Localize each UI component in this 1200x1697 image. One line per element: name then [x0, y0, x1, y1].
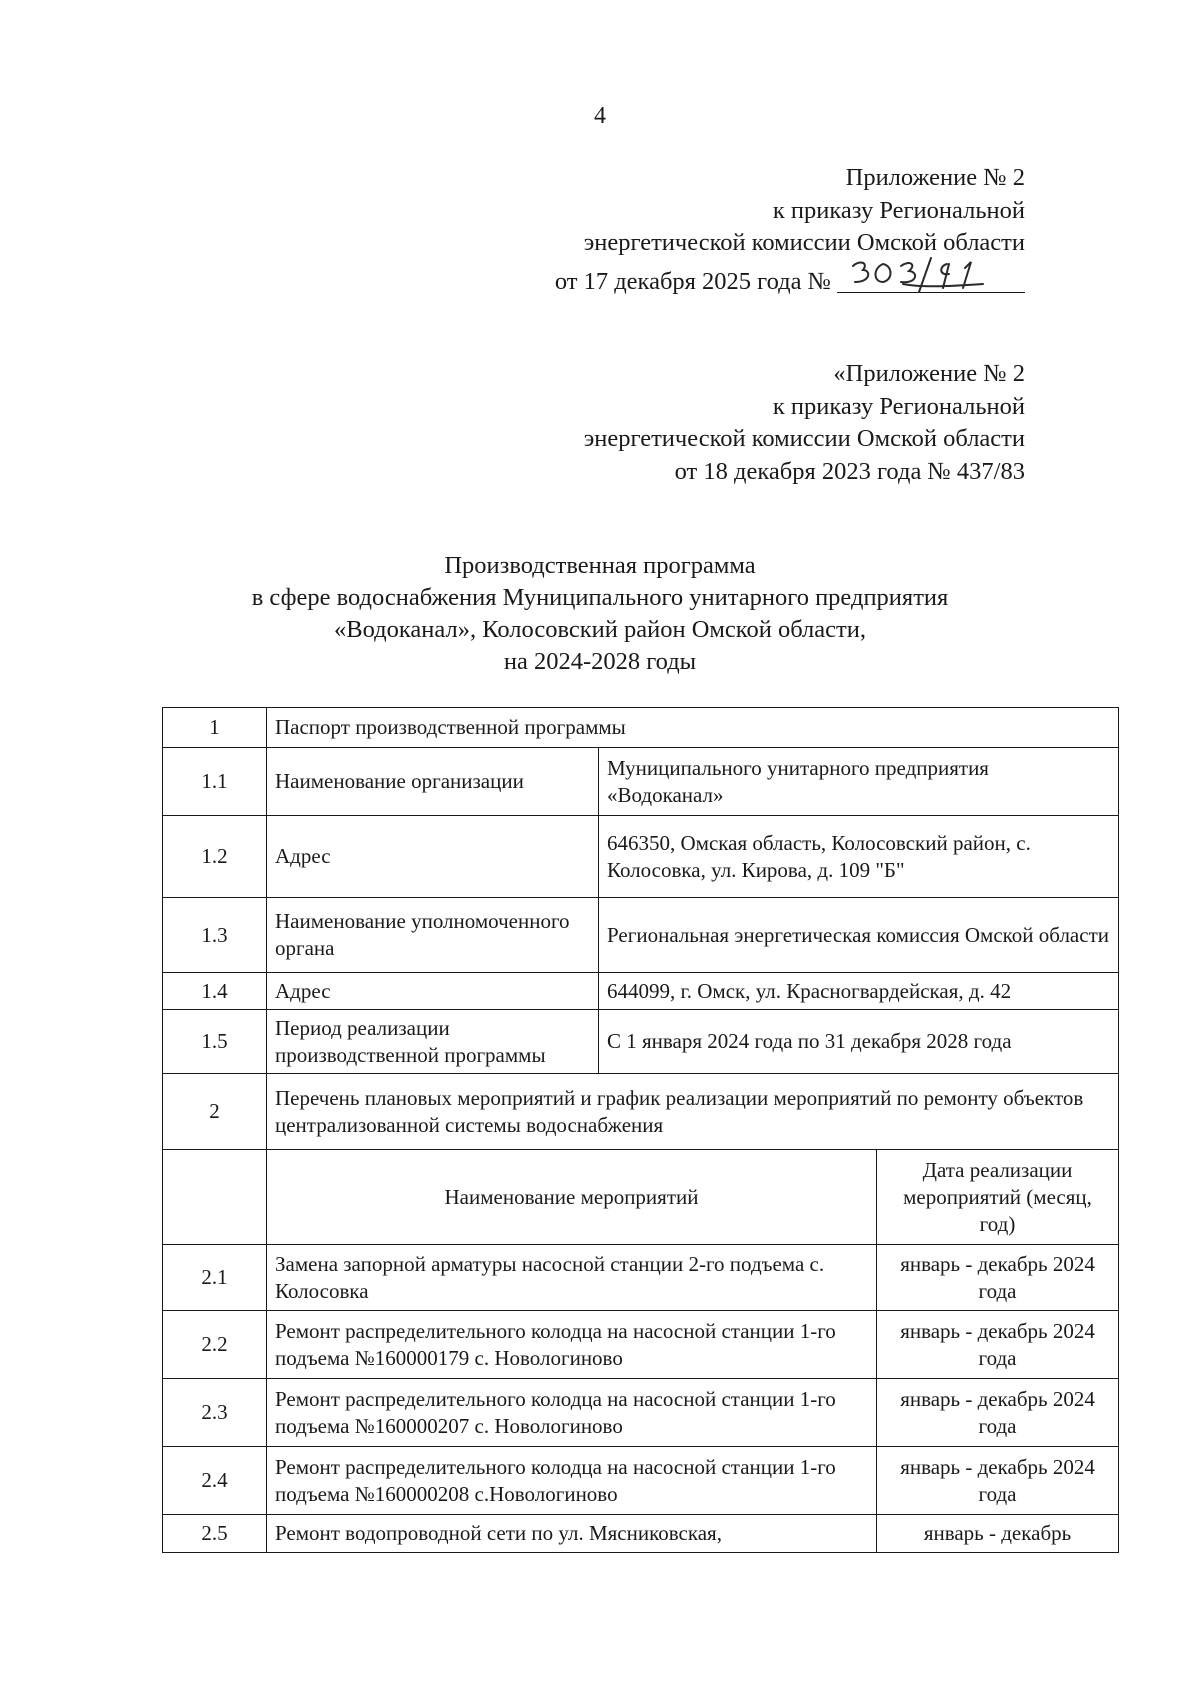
table-row: [163, 816, 1119, 898]
table-row: [163, 748, 1119, 816]
row-value: Региональная энергетическая комиссия Омской области: [599, 898, 1119, 973]
table-row: [163, 1379, 1119, 1447]
prev-appendix-title: «Приложение № 2: [833, 360, 1025, 387]
measure-name: Ремонт распределительного колодца на насосной станции 1-го подъема №160000179 с. Новологиново: [267, 1311, 877, 1379]
appendix-date: от 17 декабря 2025 года №: [554, 267, 831, 295]
measure-name: Ремонт распределительного колодца на насосной станции 1-го подъема №160000208 с.Новологиново: [267, 1447, 877, 1515]
row-number: 1.2: [163, 816, 267, 898]
title-line-1: Производственная программа: [444, 552, 756, 579]
measure-date: январь - декабрь 2024 года: [877, 1447, 1119, 1515]
appendix-date-line: [555, 260, 1025, 299]
page-number: 4: [594, 103, 606, 129]
row-number: 1.1: [163, 748, 267, 816]
row-label: Адрес: [267, 816, 599, 898]
title-line-4: на 2024-2028 годы: [503, 648, 697, 675]
prev-appendix-authority: энергетической комиссии Омской области: [583, 425, 1025, 452]
row-number: 2.4: [163, 1447, 267, 1515]
row-number: 2.2: [163, 1311, 267, 1379]
measure-date: январь - декабрь 2024 года: [877, 1245, 1119, 1311]
section-title: Перечень плановых мероприятий и график реализации мероприятий по ремонту объектов централизованной системы водоснабжения: [267, 1074, 1119, 1150]
measures-column-header-row: [163, 1150, 1119, 1245]
prev-appendix-date: от 18 декабря 2023 года № 437/83: [674, 457, 1025, 485]
handwritten-order-number: [843, 254, 1013, 294]
row-number: 2.1: [163, 1245, 267, 1311]
row-number: 2.3: [163, 1379, 267, 1447]
row-number: 1.3: [163, 898, 267, 973]
section-number: 2: [163, 1074, 267, 1150]
row-label: Адрес: [267, 973, 599, 1010]
measure-date: январь - декабрь 2024 года: [877, 1379, 1119, 1447]
column-header-name: Наименование мероприятий: [267, 1150, 877, 1245]
table-row: [163, 1010, 1119, 1074]
program-table: [162, 707, 1119, 1553]
appendix-authority: энергетической комиссии Омской области: [583, 229, 1025, 256]
row-number: 2.5: [163, 1515, 267, 1553]
table-row: [163, 1447, 1119, 1515]
column-header-date: Дата реализации мероприятий (месяц, год): [877, 1150, 1119, 1245]
measure-name: Ремонт распределительного колодца на насосной станции 1-го подъема №160000207 с. Новологиново: [267, 1379, 877, 1447]
title-line-2: в сфере водоснабжения Муниципального унитарного предприятия: [251, 584, 949, 611]
measure-date: январь - декабрь: [877, 1515, 1119, 1553]
appendix-title: Приложение № 2: [845, 164, 1025, 191]
row-number: 1.5: [163, 1010, 267, 1074]
table-row: [163, 898, 1119, 973]
empty-cell: [163, 1150, 267, 1245]
row-number: 1.4: [163, 973, 267, 1010]
table-row: [163, 973, 1119, 1010]
row-label: Наименование уполномоченного органа: [267, 898, 599, 973]
measures-header-row: [163, 1074, 1119, 1150]
row-value: 646350, Омская область, Колосовский район, с. Колосовка, ул. Кирова, д. 109 "Б": [599, 816, 1119, 898]
measure-name: Ремонт водопроводной сети по ул. Мясниковская,: [267, 1515, 877, 1553]
row-label: Период реализации производственной программы: [267, 1010, 599, 1074]
section-number: 1: [163, 708, 267, 748]
row-label: Наименование организации: [267, 748, 599, 816]
row-value: 644099, г. Омск, ул. Красногвардейская, д. 42: [599, 973, 1119, 1010]
order-number-field: [837, 264, 1025, 293]
section-title: Паспорт производственной программы: [267, 708, 1119, 748]
table-row: [163, 1245, 1119, 1311]
appendix-previous-header: [584, 358, 1025, 488]
passport-header-row: [163, 708, 1119, 748]
prev-appendix-order-ref: к приказу Региональной: [772, 392, 1025, 420]
appendix-current-header: [555, 162, 1025, 298]
title-line-3: «Водоканал», Колосовский район Омской области,: [334, 616, 866, 643]
row-value: С 1 января 2024 года по 31 декабря 2028 года: [599, 1010, 1119, 1074]
document-title: [0, 550, 1200, 678]
appendix-order-ref: к приказу Региональной: [772, 196, 1025, 224]
row-value: Муниципального унитарного предприятия «Водоканал»: [599, 748, 1119, 816]
measure-name: Замена запорной арматуры насосной станции 2-го подъема с. Колосовка: [267, 1245, 877, 1311]
table-row: [163, 1515, 1119, 1553]
table-row: [163, 1311, 1119, 1379]
measure-date: январь - декабрь 2024 года: [877, 1311, 1119, 1379]
